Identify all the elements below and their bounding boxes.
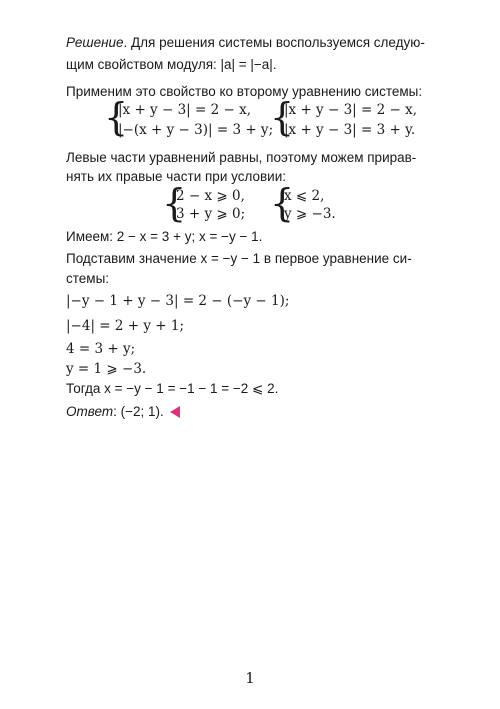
- solution-text: . Для решения системы воспользуемся следую-: [123, 35, 425, 50]
- paragraph-substitute-line2: стемы:: [66, 271, 110, 286]
- paragraph-substitute-line1: Подставим значение x = −y − 1 в первое уравнение си-: [66, 251, 412, 266]
- system1-eq1: |x + y − 3| = 2 − x,: [118, 102, 251, 118]
- paragraph-apply-property: Применим это свойство ко второму уравнению системы:: [66, 84, 423, 99]
- condition2-brace: {: [270, 181, 295, 225]
- answer-line: [66, 403, 180, 421]
- equation-step3: 4 = 3 + y;: [66, 341, 136, 357]
- answer-text: : (−2; 1).: [113, 404, 164, 419]
- system2-eq1: |x + y − 3| = 2 − x,: [284, 102, 417, 118]
- system2-brace: {: [270, 95, 295, 139]
- paragraph-then: Тогда x = −y − 1 = −1 − 1 = −2 ⩽ 2.: [66, 381, 279, 396]
- system2-eq2: |x + y − 3| = 3 + y.: [284, 122, 416, 138]
- condition1-line2: 3 + y ⩾ 0;: [176, 206, 246, 222]
- triangle-left-icon: [170, 406, 180, 418]
- paragraph-we-have: Имеем: 2 − x = 3 + y; x = −y − 1.: [66, 229, 263, 244]
- page-number: 1: [245, 669, 255, 687]
- paragraph-left-parts-line1: Левые части уравнений равны, поэтому можем прирав-: [66, 150, 417, 165]
- equation-step1: |−y − 1 + y − 3| = 2 − (−y − 1);: [66, 293, 290, 309]
- system1-eq2: |−(x + y − 3)| = 3 + y;: [118, 122, 274, 138]
- condition1-line1: 2 − x ⩾ 0,: [176, 188, 245, 204]
- equation-step4: y = 1 ⩾ −3.: [66, 361, 147, 377]
- paragraph-left-parts-line2: нять их правые части при условии:: [66, 169, 287, 184]
- solution-label: Решение: [66, 35, 124, 50]
- equation-step2: |−4| = 2 + y + 1;: [66, 318, 185, 334]
- system1-brace: {: [104, 95, 129, 139]
- paragraph-solution-line1: [66, 34, 425, 52]
- condition2-line1: x ⩽ 2,: [284, 188, 325, 204]
- condition1-brace: {: [162, 181, 187, 225]
- condition2-line2: y ⩾ −3.: [284, 206, 336, 222]
- paragraph-solution-line2: щим свойством модуля: |a| = |−a|.: [66, 57, 277, 72]
- answer-label: Ответ: [66, 404, 114, 419]
